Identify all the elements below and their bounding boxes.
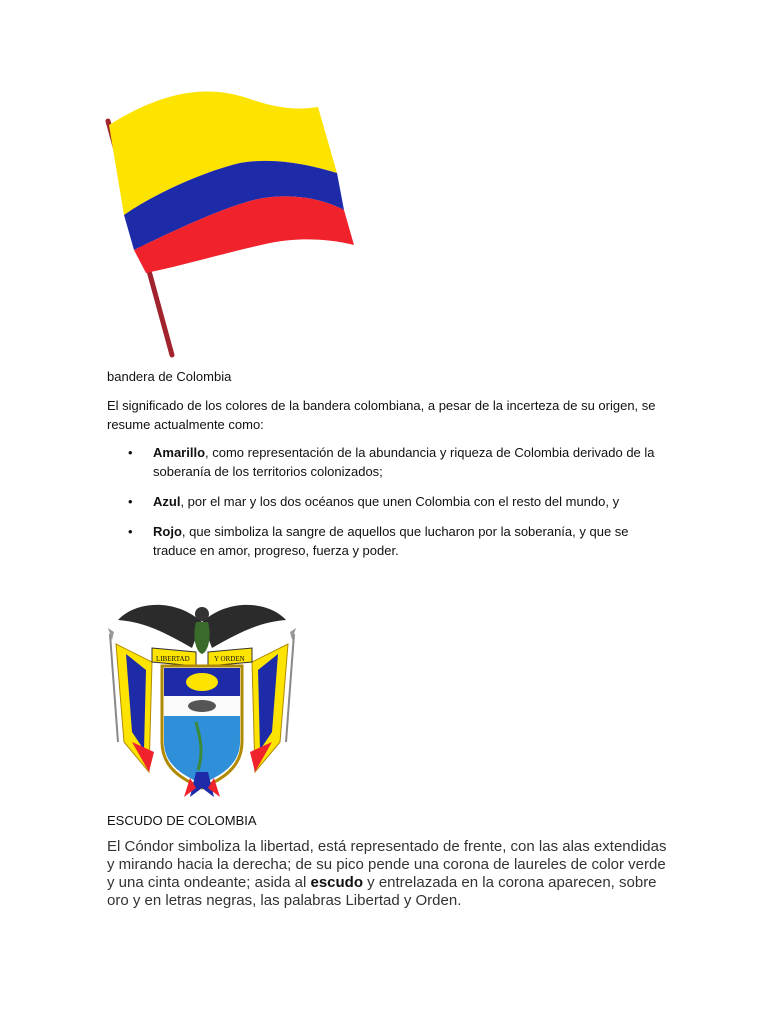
- list-item-rojo: • Rojo, que simboliza la sangre de aquellos que lucharon por la soberanía, y que se traduce en amor, progreso, fuerza y poder.: [128, 524, 629, 558]
- list-item-amarillo: • Amarillo, como representación de la abundancia y riqueza de Colombia derivado de la soberanía de los territorios colonizados;: [128, 445, 655, 479]
- colombia-coat-of-arms-image: [104, 592, 300, 802]
- flag-intro-paragraph: El significado de los colores de la bandera colombiana, a pesar de la incerteza de su origen, se resume actualmente como:: [107, 398, 656, 432]
- flag-caption: bandera de Colombia: [107, 369, 232, 384]
- term-azul: Azul: [153, 494, 181, 509]
- ribbon-text-libertad: LIBERTAD: [156, 655, 190, 663]
- shield-description: El Cóndor simboliza la libertad, está representado de frente, con las alas extendidas y mirando hacia la derecha; de su pico pende una corona de laureles de color verde y una cinta ondeante; asida al escudo y entrelazada en la corona aparecen, sobre oro y en letras negras, las palabras Libertad y Orden.: [107, 838, 667, 909]
- term-rojo: Rojo: [153, 524, 182, 539]
- shield-keyword-escudo: escudo: [310, 874, 363, 891]
- color-meaning-list: [107, 443, 667, 571]
- colombia-flag-image: [100, 85, 370, 360]
- ribbon-text-y-orden: Y ORDEN: [214, 655, 245, 663]
- shield-heading: ESCUDO DE COLOMBIA: [107, 813, 257, 828]
- term-amarillo: Amarillo: [153, 445, 206, 460]
- list-item-azul: • Azul, por el mar y los dos océanos que unen Colombia con el resto del mundo, y: [128, 494, 620, 509]
